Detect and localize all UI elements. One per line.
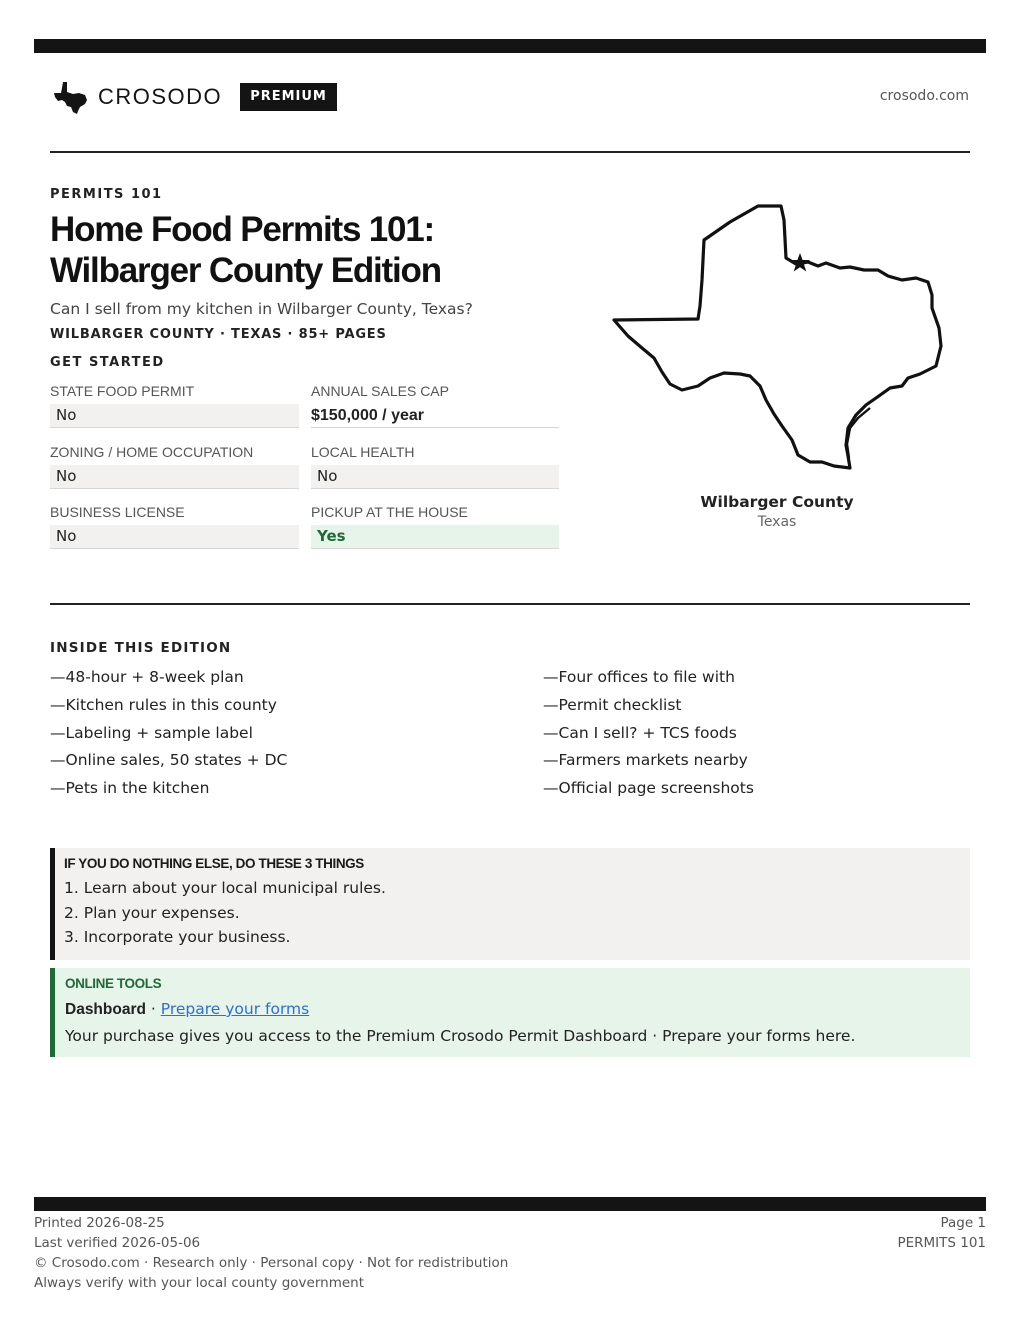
verify-note: Always verify with your local county government [34,1275,364,1291]
page-title [50,209,590,291]
callout-item: 2. Plan your expenses. [64,903,240,922]
toc-item: —48-hour + 8-week plan [50,668,244,686]
brand-name: CROSODO [98,84,223,109]
field-label: BUSINESS LICENSE [50,504,185,520]
field-label: PICKUP AT THE HOUSE [311,504,468,520]
field-label: STATE FOOD PERMIT [50,383,195,399]
site-url[interactable]: crosodo.com [879,88,969,104]
field-label: LOCAL HEALTH [311,444,415,460]
callout-item: 3. Incorporate your business. [64,928,291,946]
get-started-heading: GET STARTED [50,355,165,370]
field-value: No [50,525,299,549]
three-things-callout [50,848,970,960]
bottom-bar [34,1197,986,1211]
footer-right [897,1213,986,1253]
toc-item: —Official page screenshots [543,779,754,798]
toc-item: —Farmers markets nearby [543,751,748,770]
toc-item: —Can I sell? + TCS foods [543,723,737,742]
dashboard-line [65,999,970,1020]
field-label: ANNUAL SALES CAP [311,383,449,399]
field-zoning [50,444,299,489]
copyright-notice: © Crosodo.com · Research only · Personal copy · Not for redistribution [34,1255,509,1271]
field-value: No [50,404,299,428]
footer-section: PERMITS 101 [897,1235,986,1251]
prepare-forms-link[interactable]: Prepare your forms [160,1000,310,1018]
texas-star-logo-icon [53,80,89,114]
field-label: ZONING / HOME OCCUPATION [50,444,254,460]
printed-date: Printed 2026-08-25 [34,1215,165,1231]
map-county-name: Wilbarger County [700,493,854,511]
field-value: $150,000 / year [311,404,559,428]
field-pickup-at-house [311,504,559,549]
title-line-1: Home Food Permits 101: [50,210,434,249]
map-caption [662,493,892,530]
toc-item: —Permit checklist [543,695,682,714]
verified-date: Last verified 2026-05-06 [34,1235,201,1251]
toc-item: —Four offices to file with [543,668,735,686]
field-value: No [50,465,299,489]
footer-left [34,1213,508,1293]
callout-title: IF YOU DO NOTHING ELSE, DO THESE 3 THINGS [64,856,364,871]
dashboard-label: Dashboard [65,1001,146,1018]
separator: · [145,1000,161,1018]
toc-item: —Kitchen rules in this county [50,695,277,714]
inside-edition-heading: INSIDE THIS EDITION [50,640,232,656]
page-subtitle: Can I sell from my kitchen in Wilbarger County, Texas? [50,300,473,318]
online-tools-box [50,968,970,1057]
field-annual-sales-cap [311,383,559,428]
page-number: Page 1 [940,1215,986,1231]
map-state-name: Texas [757,514,797,530]
field-business-license [50,504,299,549]
table-of-contents [50,665,970,804]
top-bar [34,39,986,53]
texas-map [610,200,950,475]
brand[interactable] [53,80,337,114]
title-line-2: Wilbarger County Edition [50,251,441,290]
toc-item: —Online sales, 50 states + DC [50,751,288,770]
field-state-food-permit [50,383,299,428]
premium-badge: PREMIUM [240,83,337,111]
callout-item: 1. Learn about your local municipal rules. [64,879,386,897]
dashboard-description: Your purchase gives you access to the Premium Crosodo Permit Dashboard · Prepare your forms here. [65,1027,856,1045]
field-local-health [311,444,559,489]
texas-outline [614,206,941,468]
toc-item: —Labeling + sample label [50,723,253,742]
field-value: No [311,465,559,489]
field-value: Yes [311,525,559,549]
online-tools-title: ONLINE TOOLS [65,976,162,991]
header-divider [50,151,970,153]
section-eyebrow: PERMITS 101 [50,187,163,202]
edition-meta: WILBARGER COUNTY · TEXAS · 85+ PAGES [50,327,387,342]
toc-item: —Pets in the kitchen [50,779,210,798]
section-divider [50,603,970,605]
